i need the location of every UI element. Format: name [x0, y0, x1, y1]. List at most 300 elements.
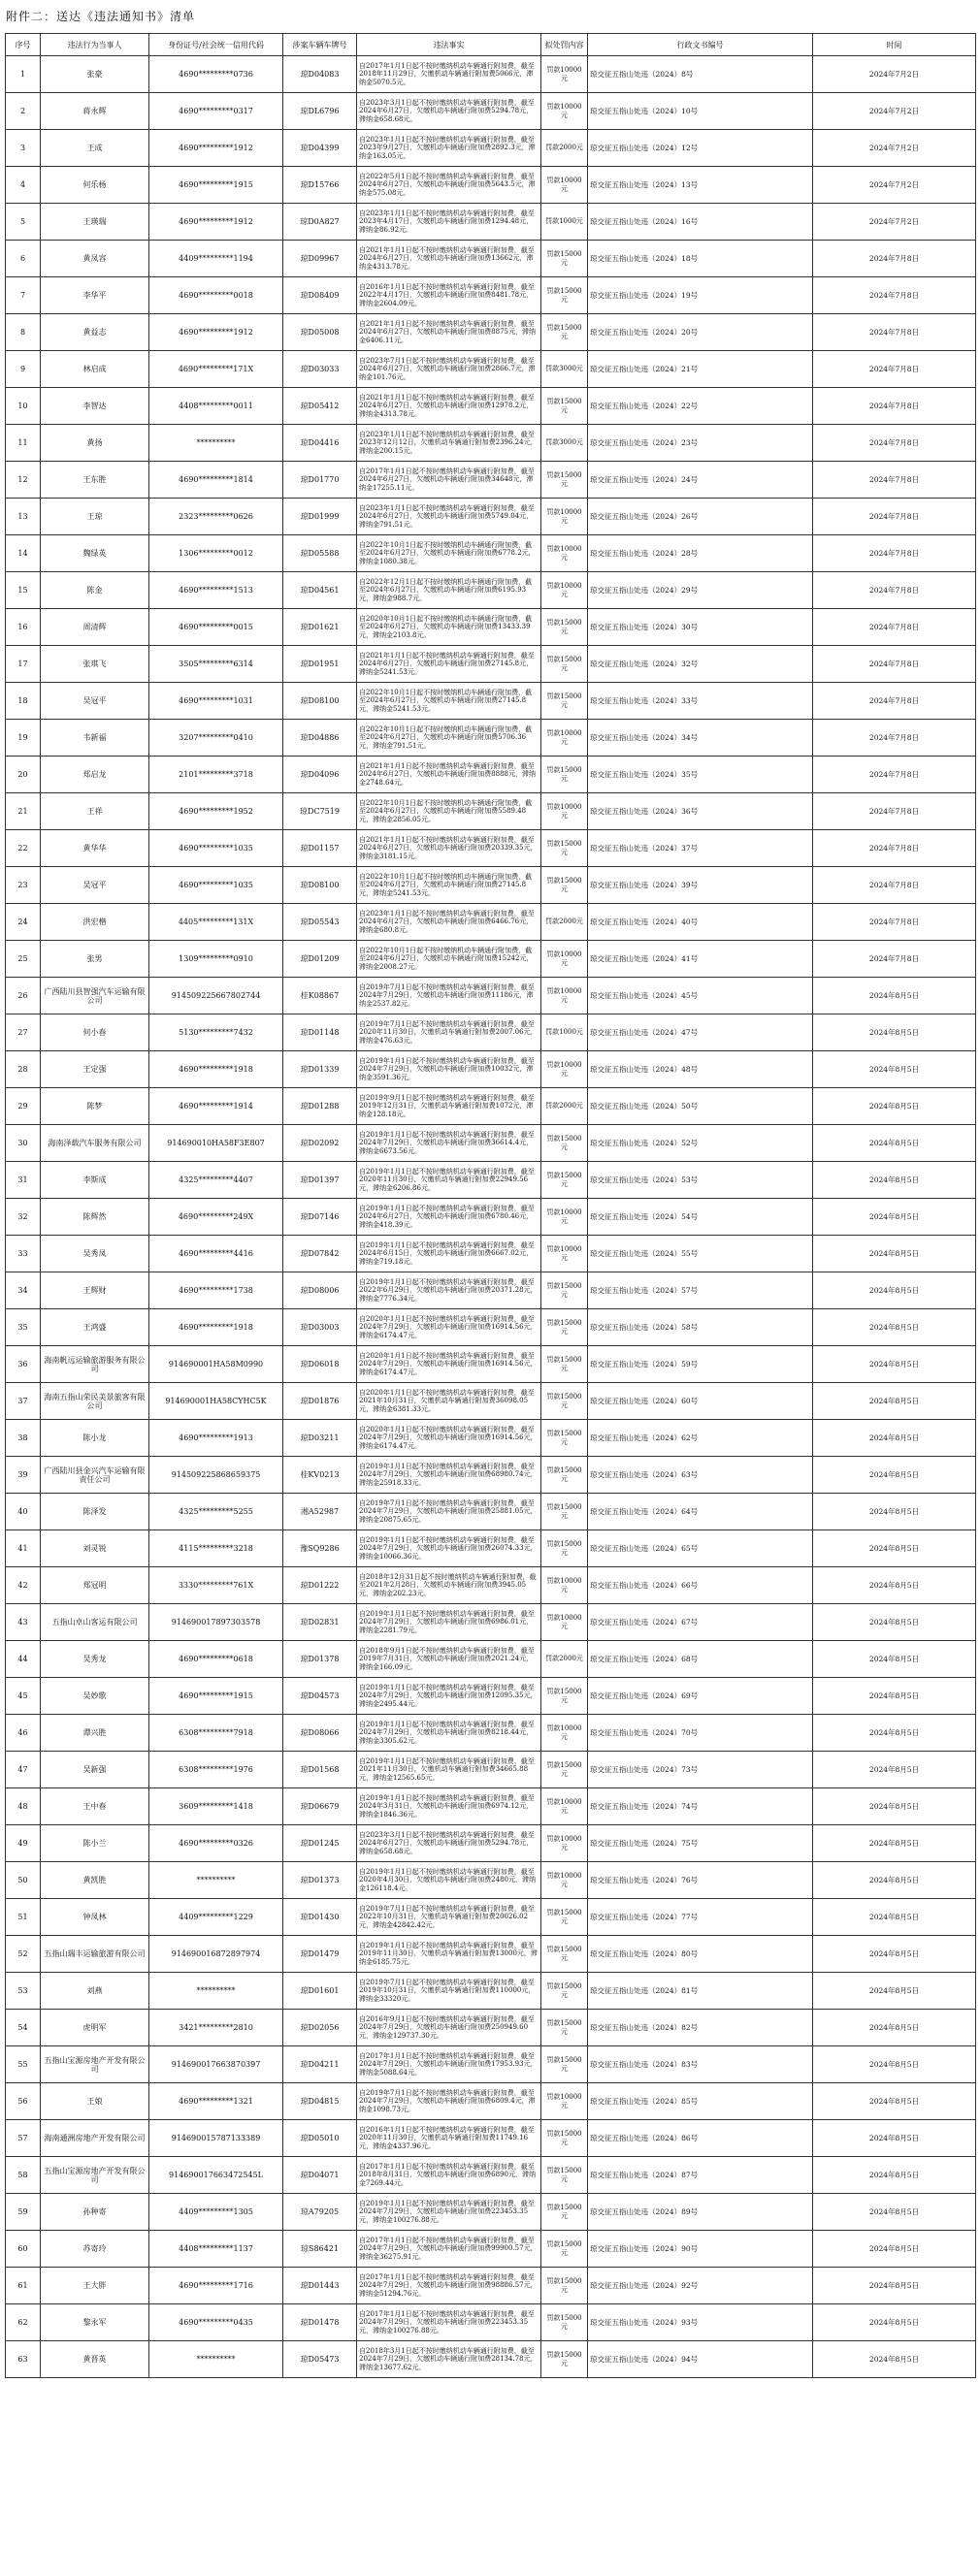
table-row	[6, 1309, 976, 1346]
party-name: 林启成	[41, 351, 149, 388]
violation-fact: 自2017年1月1日起不按时缴纳机动车辆通行附加费，截至2024年7月29日，欠缴机动车辆通行附加费17953.93元，滞纳金5088.64元。	[357, 2046, 541, 2083]
document-number: 琼交征五指山处违（2024）76号	[588, 1862, 813, 1899]
row-number: 20	[6, 757, 41, 793]
row-number: 37	[6, 1383, 41, 1420]
row-number: 27	[6, 1014, 41, 1051]
plate-number: 琼D08100	[283, 683, 357, 720]
plate-number: 琼D01999	[283, 499, 357, 535]
id-number: 914690017663870397	[149, 2046, 283, 2083]
table-row	[6, 1051, 976, 1088]
table-row	[6, 2046, 976, 2083]
party-name: 陈小兰	[41, 1825, 149, 1862]
row-number: 18	[6, 683, 41, 720]
notice-date: 2024年7月8日	[813, 351, 976, 388]
notice-date: 2024年8月5日	[813, 978, 976, 1014]
table-row	[6, 2341, 976, 2378]
plate-number: 琼S86421	[283, 2231, 357, 2268]
document-number: 琼交征五指山处违（2024）34号	[588, 720, 813, 757]
plate-number: 琼D01568	[283, 1752, 357, 1788]
plate-number: 琼D05543	[283, 904, 357, 941]
notice-date: 2024年7月8日	[813, 609, 976, 646]
party-name: 吴冠平	[41, 867, 149, 904]
document-number: 琼交征五指山处违（2024）69号	[588, 1678, 813, 1715]
proposed-penalty: 罚款15000元	[541, 388, 588, 425]
table-row	[6, 1530, 976, 1567]
table-row	[6, 1125, 976, 1162]
notice-date: 2024年8月5日	[813, 2268, 976, 2304]
party-name: 张男	[41, 941, 149, 978]
party-name: 黎永军	[41, 2304, 149, 2341]
proposed-penalty: 罚款15000元	[541, 2304, 588, 2341]
violation-fact: 自2019年7月1日起不按时缴纳机动车辆通行附加费，截至2020年11月30日，欠缴机动车辆通行附加费2007.06元，滞纳金476.63元。	[357, 1014, 541, 1051]
table-row	[6, 130, 976, 167]
proposed-penalty: 罚款10000元	[541, 1199, 588, 1236]
plate-number: 琼D02092	[283, 1125, 357, 1162]
document-number: 琼交征五指山处违（2024）20号	[588, 314, 813, 351]
document-number: 琼交征五指山处违（2024）40号	[588, 904, 813, 941]
document-number: 琼交征五指山处违（2024）83号	[588, 2046, 813, 2083]
id-number: 914690001HA58M0990	[149, 1346, 283, 1383]
table-row	[6, 683, 976, 720]
proposed-penalty: 罚款10000元	[541, 535, 588, 572]
row-number: 58	[6, 2157, 41, 2194]
document-number: 琼交征五指山处违（2024）87号	[588, 2157, 813, 2194]
table-row	[6, 1973, 976, 2010]
proposed-penalty: 罚款15000元	[541, 2231, 588, 2268]
row-number: 30	[6, 1125, 41, 1162]
party-name: 孙种寄	[41, 2194, 149, 2231]
notice-date: 2024年7月2日	[813, 56, 976, 93]
row-number: 59	[6, 2194, 41, 2231]
table-row	[6, 1752, 976, 1788]
violation-fact: 自2023年1月1日起不按时缴纳机动车辆通行附加费，截至2023年9月27日，欠缴机动车辆通行附加费2892.3元，滞纳金163.05元。	[357, 130, 541, 167]
notice-date: 2024年7月8日	[813, 462, 976, 499]
id-number: 4690*********1914	[149, 1088, 283, 1125]
party-name: 张琪飞	[41, 646, 149, 683]
party-name: 何乐杨	[41, 167, 149, 204]
plate-number: 琼D06679	[283, 1788, 357, 1825]
row-number: 38	[6, 1420, 41, 1457]
notice-date: 2024年8月5日	[813, 1346, 976, 1383]
party-name: 李斯成	[41, 1162, 149, 1199]
id-number: 4690*********0018	[149, 277, 283, 314]
document-number: 琼交征五指山处违（2024）24号	[588, 462, 813, 499]
notice-date: 2024年8月5日	[813, 2157, 976, 2194]
notice-date: 2024年7月8日	[813, 720, 976, 757]
table-row	[6, 1936, 976, 1973]
document-number: 琼交征五指山处违（2024）93号	[588, 2304, 813, 2341]
row-number: 51	[6, 1899, 41, 1936]
table-row	[6, 867, 976, 904]
table-row	[6, 1088, 976, 1125]
plate-number: 琼D01951	[283, 646, 357, 683]
id-number: 4408*********1137	[149, 2231, 283, 2268]
violation-fact: 自2022年5月1日起不按时缴纳机动车辆通行附加费，截至2024年6月27日，欠缴机动车辆通行附加费5643.5元，滞纳金575.08元。	[357, 167, 541, 204]
party-name: 陈小龙	[41, 1420, 149, 1457]
party-name: 王鸿盛	[41, 1309, 149, 1346]
id-number: 4690*********0736	[149, 56, 283, 93]
violation-fact: 自2022年12月1日起不按时缴纳机动车辆通行附加费，截至2024年6月27日，欠缴机动车辆通行附加费6195.93元，滞纳金988.7元。	[357, 572, 541, 609]
plate-number: 琼D03033	[283, 351, 357, 388]
plate-number: 琼D08100	[283, 867, 357, 904]
notice-date: 2024年8月5日	[813, 1752, 976, 1788]
proposed-penalty: 罚款10000元	[541, 499, 588, 535]
row-number: 39	[6, 1457, 41, 1494]
violation-fact: 自2019年7月1日起不按时缴纳机动车辆通行附加费，截至2024年7月29日，欠缴机动车辆通行附加费25881.05元，滞纳金20875.65元。	[357, 1494, 541, 1530]
notice-list-table	[5, 33, 976, 2378]
notice-date: 2024年8月5日	[813, 1936, 976, 1973]
proposed-penalty: 罚款15000元	[541, 1272, 588, 1309]
table-row	[6, 425, 976, 462]
id-number: 3609*********1418	[149, 1788, 283, 1825]
party-name: 王祥	[41, 793, 149, 830]
document-number: 琼交征五指山处违（2024）50号	[588, 1088, 813, 1125]
table-row	[6, 2120, 976, 2157]
notice-date: 2024年7月8日	[813, 535, 976, 572]
document-number: 琼交征五指山处违（2024）94号	[588, 2341, 813, 2378]
table-row	[6, 1715, 976, 1752]
violation-fact: 自2022年10月1日起不按时缴纳机动车辆通行附加费，截至2024年6月27日，欠缴机动车辆通行附加费5706.36元，滞纳金791.51元。	[357, 720, 541, 757]
id-number: 3421*********2810	[149, 2010, 283, 2046]
plate-number: 琼D02831	[283, 1604, 357, 1641]
notice-date: 2024年8月5日	[813, 1825, 976, 1862]
row-number: 2	[6, 93, 41, 130]
party-name: 韦新福	[41, 720, 149, 757]
notice-date: 2024年7月8日	[813, 572, 976, 609]
party-name: 蒋永辉	[41, 93, 149, 130]
id-number: **********	[149, 1862, 283, 1899]
proposed-penalty: 罚款15000元	[541, 1457, 588, 1494]
table-row	[6, 2304, 976, 2341]
plate-number: 琼D05412	[283, 388, 357, 425]
proposed-penalty: 罚款15000元	[541, 830, 588, 867]
row-number: 29	[6, 1088, 41, 1125]
proposed-penalty: 罚款3000元	[541, 351, 588, 388]
proposed-penalty: 罚款10000元	[541, 978, 588, 1014]
party-name: 黄益志	[41, 314, 149, 351]
plate-number: 琼D02056	[283, 2010, 357, 2046]
violation-fact: 自2016年1月1日起不按时缴纳机动车辆通行附加费，截至2020年11月30日，欠缴机动车辆通行附加费11749.16元，滞纳金4337.96元。	[357, 2120, 541, 2157]
proposed-penalty: 罚款15000元	[541, 1383, 588, 1420]
plate-number: 琼D03003	[283, 1309, 357, 1346]
document-number: 琼交征五指山处违（2024）54号	[588, 1199, 813, 1236]
notice-date: 2024年7月8日	[813, 904, 976, 941]
id-number: 4690*********1912	[149, 130, 283, 167]
document-number: 琼交征五指山处违（2024）47号	[588, 1014, 813, 1051]
row-number: 1	[6, 56, 41, 93]
row-number: 42	[6, 1567, 41, 1604]
party-name: 王成	[41, 130, 149, 167]
violation-fact: 自2019年1月1日起不按时缴纳机动车辆通行附加费，截至2024年7月29日，欠缴机动车辆通行附加费26074.33元，滞纳金10066.36元。	[357, 1530, 541, 1567]
party-name: 吴妙歌	[41, 1678, 149, 1715]
plate-number: 琼D07146	[283, 1199, 357, 1236]
id-number: 4690*********1913	[149, 1420, 283, 1457]
document-number: 琼交征五指山处违（2024）37号	[588, 830, 813, 867]
proposed-penalty: 罚款15000元	[541, 1530, 588, 1567]
table-row	[6, 1494, 976, 1530]
violation-fact: 自2022年10月1日起不按时缴纳机动车辆通行附加费，截至2024年6月27日，欠缴机动车辆通行附加费15242元，滞纳金2008.27元。	[357, 941, 541, 978]
header-doc: 行政文书编号	[588, 34, 813, 56]
violation-fact: 自2020年10月1日起不按时缴纳机动车辆通行附加费，截至2024年6月27日，欠缴机动车辆通行附加费13433.39元，滞纳金2103.8元。	[357, 609, 541, 646]
proposed-penalty: 罚款10000元	[541, 1715, 588, 1752]
violation-fact: 自2019年1月1日起不按时缴纳机动车辆通行附加费，截至2024年6月27日，欠缴机动车辆通行附加费6780.46元，滞纳金418.39元。	[357, 1199, 541, 1236]
proposed-penalty: 罚款15000元	[541, 2268, 588, 2304]
table-row	[6, 204, 976, 241]
plate-number: 琼D01443	[283, 2268, 357, 2304]
row-number: 6	[6, 241, 41, 277]
table-row	[6, 646, 976, 683]
party-name: 吴冠平	[41, 683, 149, 720]
violation-fact: 自2017年1月1日起不按时缴纳机动车辆通行附加费，截至2024年7月29日，欠缴机动车辆通行附加费98886.57元，滞纳金51294.76元。	[357, 2268, 541, 2304]
violation-fact: 自2016年1月1日起不按时缴纳机动车辆通行附加费，截至2022年4月17日，欠缴机动车辆通行附加费8481.78元，滞纳金2604.09元。	[357, 277, 541, 314]
row-number: 61	[6, 2268, 41, 2304]
notice-date: 2024年8月5日	[813, 1014, 976, 1051]
proposed-penalty: 罚款2000元	[541, 1088, 588, 1125]
row-number: 3	[6, 130, 41, 167]
party-name: 郑启龙	[41, 757, 149, 793]
id-number: 4690*********1321	[149, 2083, 283, 2120]
plate-number: 琼D05588	[283, 535, 357, 572]
plate-number: 琼D01478	[283, 2304, 357, 2341]
notice-date: 2024年7月8日	[813, 388, 976, 425]
plate-number: 琼D04083	[283, 56, 357, 93]
notice-date: 2024年8月5日	[813, 2304, 976, 2341]
plate-number: 琼D01222	[283, 1567, 357, 1604]
table-row	[6, 793, 976, 830]
violation-fact: 自2023年3月1日起不按时缴纳机动车辆通行附加费，截至2024年6月27日，欠缴机动车辆通行附加费5294.78元，滞纳金658.68元。	[357, 93, 541, 130]
table-row	[6, 388, 976, 425]
party-name: 王东胜	[41, 462, 149, 499]
violation-fact: 自2019年1月1日起不按时缴纳机动车辆通行附加费，截至2022年6月29日，欠缴机动车辆通行附加费20371.28元，滞纳金7776.34元。	[357, 1272, 541, 1309]
proposed-penalty: 罚款10000元	[541, 1236, 588, 1272]
id-number: **********	[149, 1973, 283, 2010]
id-number: 4408*********0011	[149, 388, 283, 425]
notice-date: 2024年8月5日	[813, 2194, 976, 2231]
id-number: 3505*********6314	[149, 646, 283, 683]
table-row	[6, 941, 976, 978]
plate-number: 琼D01397	[283, 1162, 357, 1199]
row-number: 28	[6, 1051, 41, 1088]
violation-fact: 自2019年1月1日起不按时缴纳机动车辆通行附加费，截至2020年4月30日，欠缴机动车辆通行附加费2480元，滞纳金126118.4元。	[357, 1862, 541, 1899]
party-name: 刘燕	[41, 1973, 149, 2010]
id-number: 6308*********1976	[149, 1752, 283, 1788]
table-row	[6, 1346, 976, 1383]
header-id: 身份证号/社会统一信用代码	[149, 34, 283, 56]
notice-date: 2024年8月5日	[813, 1567, 976, 1604]
id-number: 914690010HA58F3E807	[149, 1125, 283, 1162]
row-number: 22	[6, 830, 41, 867]
party-name: 海南通洲房地产开发有限公司	[41, 2120, 149, 2157]
violation-fact: 自2017年1月1日起不按时缴纳机动车辆通行附加费，截至2024年7月29日，欠缴机动车辆通行附加费99900.57元，滞纳金36275.91元。	[357, 2231, 541, 2268]
plate-number: 豫SQ9286	[283, 1530, 357, 1567]
table-row	[6, 830, 976, 867]
row-number: 24	[6, 904, 41, 941]
proposed-penalty: 罚款15000元	[541, 1678, 588, 1715]
id-number: 914509225667802744	[149, 978, 283, 1014]
violation-fact: 自2020年1月1日起不按时缴纳机动车辆通行附加费，截至2024年7月29日，欠缴机动车辆通行附加费16914.56元，滞纳金6174.47元。	[357, 1346, 541, 1383]
id-number: 914690017663472545L	[149, 2157, 283, 2194]
violation-fact: 自2023年7月1日起不按时缴纳机动车辆通行附加费，截至2024年6月27日，欠缴机动车辆通行附加费2866.7元，滞纳金101.76元。	[357, 351, 541, 388]
row-number: 52	[6, 1936, 41, 1973]
id-number: 4325*********5255	[149, 1494, 283, 1530]
row-number: 5	[6, 204, 41, 241]
violation-fact: 自2019年1月1日起不按时缴纳机动车辆通行附加费，截至2024年7月29日，欠缴机动车辆通行附加费36614.4元，滞纳金6673.56元。	[357, 1125, 541, 1162]
violation-fact: 自2022年10月1日起不按时缴纳机动车辆通行附加费，截至2024年6月27日，欠缴机动车辆通行附加费27145.8元，滞纳金5241.53元。	[357, 683, 541, 720]
document-number: 琼交征五指山处违（2024）75号	[588, 1825, 813, 1862]
notice-date: 2024年8月5日	[813, 2120, 976, 2157]
proposed-penalty: 罚款15000元	[541, 1494, 588, 1530]
plate-number: 桂K08867	[283, 978, 357, 1014]
row-number: 16	[6, 609, 41, 646]
notice-date: 2024年7月8日	[813, 499, 976, 535]
document-number: 琼交征五指山处违（2024）39号	[588, 867, 813, 904]
party-name: 王琼	[41, 499, 149, 535]
table-body	[6, 56, 976, 2378]
document-number: 琼交征五指山处违（2024）64号	[588, 1494, 813, 1530]
violation-fact: 自2020年1月1日起不按时缴纳机动车辆通行附加费，截至2024年7月29日，欠缴机动车辆通行附加费16914.56元，滞纳金6174.47元。	[357, 1420, 541, 1457]
id-number: 4690*********1912	[149, 314, 283, 351]
row-number: 49	[6, 1825, 41, 1862]
notice-date: 2024年8月5日	[813, 1420, 976, 1457]
document-number: 琼交征五指山处违（2024）86号	[588, 2120, 813, 2157]
notice-date: 2024年8月5日	[813, 1494, 976, 1530]
notice-date: 2024年7月8日	[813, 793, 976, 830]
party-name: 郑冠明	[41, 1567, 149, 1604]
violation-fact: 自2019年9月1日起不按时缴纳机动车辆通行附加费，截至2019年12月31日，欠缴机动车辆通行附加费1072元，滞纳金128.18元。	[357, 1088, 541, 1125]
plate-number: 琼D03211	[283, 1420, 357, 1457]
proposed-penalty: 罚款1000元	[541, 204, 588, 241]
proposed-penalty: 罚款10000元	[541, 56, 588, 93]
document-number: 琼交征五指山处违（2024）21号	[588, 351, 813, 388]
table-row	[6, 1899, 976, 1936]
violation-fact: 自2019年7月1日起不按时缴纳机动车辆通行附加费，截至2019年10月31日，欠缴机动车辆通行附加费110000元，滞纳金33320元。	[357, 1973, 541, 2010]
notice-date: 2024年8月5日	[813, 1604, 976, 1641]
table-row	[6, 1236, 976, 1272]
violation-fact: 自2019年1月1日起不按时缴纳机动车辆通行附加费，截至2024年7月29日，欠缴机动车辆通行附加费10032元，滞纳金3591.36元。	[357, 1051, 541, 1088]
party-name: 吴秀凤	[41, 1236, 149, 1272]
id-number: 4690*********249X	[149, 1199, 283, 1236]
party-name: 李智达	[41, 388, 149, 425]
notice-date: 2024年8月5日	[813, 2341, 976, 2378]
violation-fact: 自2019年1月1日起不按时缴纳机动车辆通行附加费，截至2024年3月31日，欠缴机动车辆通行附加费6974.12元，滞纳金1846.36元。	[357, 1788, 541, 1825]
id-number: 1309*********0910	[149, 941, 283, 978]
plate-number: 琼D04573	[283, 1678, 357, 1715]
row-number: 45	[6, 1678, 41, 1715]
plate-number: 琼D01876	[283, 1383, 357, 1420]
document-number: 琼交征五指山处违（2024）18号	[588, 241, 813, 277]
notice-date: 2024年7月8日	[813, 277, 976, 314]
proposed-penalty: 罚款15000元	[541, 646, 588, 683]
notice-date: 2024年8月5日	[813, 1715, 976, 1752]
notice-date: 2024年7月8日	[813, 941, 976, 978]
violation-fact: 自2020年1月1日起不按时缴纳机动车辆通行附加费，截至2024年7月29日，欠缴机动车辆通行附加费16914.56元，滞纳金6174.47元。	[357, 1309, 541, 1346]
proposed-penalty: 罚款15000元	[541, 1936, 588, 1973]
row-number: 34	[6, 1272, 41, 1309]
proposed-penalty: 罚款15000元	[541, 683, 588, 720]
document-number: 琼交征五指山处违（2024）59号	[588, 1346, 813, 1383]
document-number: 琼交征五指山处违（2024）60号	[588, 1383, 813, 1420]
plate-number: 琼D04416	[283, 425, 357, 462]
table-row	[6, 351, 976, 388]
party-name: 王定强	[41, 1051, 149, 1088]
violation-fact: 自2017年1月1日起不按时缴纳机动车辆通行附加费，截至2024年7月29日，欠缴机动车辆通行附加费223453.35元，滞纳金100276.88元。	[357, 2304, 541, 2341]
id-number: 914690001HA58CYHC5K	[149, 1383, 283, 1420]
row-number: 60	[6, 2231, 41, 2268]
party-name: 五指山宝源房地产开发有限公司	[41, 2046, 149, 2083]
id-number: 4115*********3218	[149, 1530, 283, 1567]
table-row	[6, 609, 976, 646]
table-row	[6, 462, 976, 499]
notice-date: 2024年7月2日	[813, 130, 976, 167]
plate-number: 琼D04399	[283, 130, 357, 167]
party-name: 黄晋英	[41, 2341, 149, 2378]
notice-date: 2024年8月5日	[813, 1236, 976, 1272]
header-date: 时间	[813, 34, 976, 56]
violation-fact: 自2019年1月1日起不按时缴纳机动车辆通行附加费，截至2024年7月29日，欠缴机动车辆通行附加费8218.44元，滞纳金3305.62元。	[357, 1715, 541, 1752]
header-no: 序号	[6, 34, 41, 56]
violation-fact: 自2019年1月1日起不按时缴纳机动车辆通行附加费，截至2024年7月29日，欠缴机动车辆通行附加费6986.01元，滞纳金2281.79元。	[357, 1604, 541, 1641]
table-row	[6, 1199, 976, 1236]
violation-fact: 自2019年1月1日起不按时缴纳机动车辆通行附加费，截至2024年7月29日，欠缴机动车辆通行附加费12095.35元，滞纳金2495.44元。	[357, 1678, 541, 1715]
document-number: 琼交征五指山处违（2024）89号	[588, 2194, 813, 2231]
document-number: 琼交征五指山处违（2024）13号	[588, 167, 813, 204]
document-number: 琼交征五指山处违（2024）53号	[588, 1162, 813, 1199]
violation-fact: 自2022年10月1日起不按时缴纳机动车辆通行附加费，截至2024年6月27日，欠缴机动车辆通行附加费5589.48元，滞纳金2856.05元。	[357, 793, 541, 830]
row-number: 43	[6, 1604, 41, 1641]
id-number: 2101*********3718	[149, 757, 283, 793]
document-number: 琼交征五指山处违（2024）22号	[588, 388, 813, 425]
party-name: 海南泽载汽车服务有限公司	[41, 1125, 149, 1162]
proposed-penalty: 罚款10000元	[541, 2083, 588, 2120]
row-number: 56	[6, 2083, 41, 2120]
proposed-penalty: 罚款15000元	[541, 2120, 588, 2157]
row-number: 41	[6, 1530, 41, 1567]
violation-fact: 自2019年1月1日起不按时缴纳机动车辆通行附加费，截至2019年11月30日，欠缴机动车辆通行附加费13000元，滞纳金6185.75元。	[357, 1936, 541, 1973]
party-name: 广西陆川县金兴汽车运输有限责任公司	[41, 1457, 149, 1494]
id-number: 914690015787133389	[149, 2120, 283, 2157]
row-number: 44	[6, 1641, 41, 1678]
document-number: 琼交征五指山处违（2024）28号	[588, 535, 813, 572]
id-number: 4690*********0317	[149, 93, 283, 130]
notice-date: 2024年7月2日	[813, 204, 976, 241]
document-number: 琼交征五指山处违（2024）33号	[588, 683, 813, 720]
violation-fact: 自2017年1月1日起不按时缴纳机动车辆通行附加费，截至2018年11月29日，欠缴机动车辆通行附加费5066元，滞纳金5070.5元。	[357, 56, 541, 93]
proposed-penalty: 罚款10000元	[541, 572, 588, 609]
row-number: 10	[6, 388, 41, 425]
id-number: 914690017897303578	[149, 1604, 283, 1641]
proposed-penalty: 罚款15000元	[541, 1973, 588, 2010]
notice-date: 2024年8月5日	[813, 1457, 976, 1494]
notice-date: 2024年8月5日	[813, 1973, 976, 2010]
document-number: 琼交征五指山处违（2024）74号	[588, 1788, 813, 1825]
id-number: 4690*********1918	[149, 1309, 283, 1346]
plate-number: 琼D09967	[283, 241, 357, 277]
table-row	[6, 56, 976, 93]
violation-fact: 自2019年7月1日起不按时缴纳机动车辆通行附加费，截至2024年7月29日，欠缴机动车辆通行附加费6809.4元，滞纳金1098.73元。	[357, 2083, 541, 2120]
table-row	[6, 572, 976, 609]
notice-date: 2024年8月5日	[813, 1899, 976, 1936]
row-number: 35	[6, 1309, 41, 1346]
table-row	[6, 277, 976, 314]
table-row	[6, 1272, 976, 1309]
header-party: 违法行为当事人	[41, 34, 149, 56]
document-number: 琼交征五指山处违（2024）68号	[588, 1641, 813, 1678]
notice-date: 2024年8月5日	[813, 1051, 976, 1088]
row-number: 50	[6, 1862, 41, 1899]
proposed-penalty: 罚款2000元	[541, 1641, 588, 1678]
party-name: 陈泽发	[41, 1494, 149, 1530]
proposed-penalty: 罚款3000元	[541, 425, 588, 462]
